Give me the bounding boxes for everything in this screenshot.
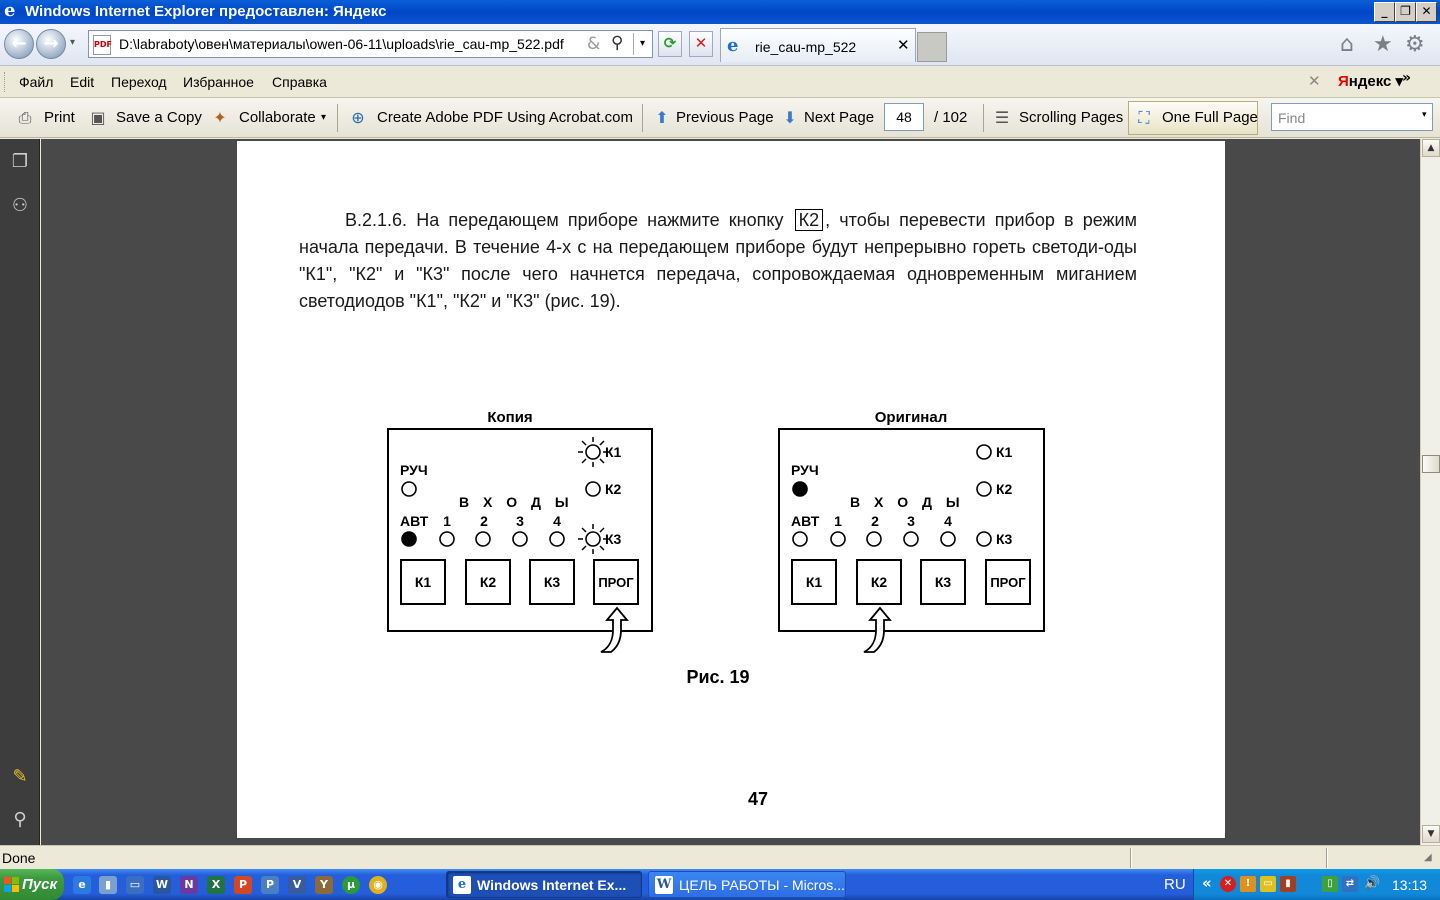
resize-grip-icon[interactable]: ◢ <box>1424 852 1432 863</box>
copy-led-k2-label: К2 <box>605 481 622 497</box>
toolbar-separator <box>337 104 338 132</box>
address-dropdown-icon[interactable]: ▾ <box>633 33 651 55</box>
copy-input-number-1: 1 <box>443 513 451 529</box>
save-copy-button[interactable]: Save a Copy <box>116 109 202 126</box>
quicklaunch-visio-icon[interactable]: V <box>288 876 306 894</box>
create-pdf-button[interactable]: Create Adobe PDF Using Acrobat.com <box>377 109 633 126</box>
comments-panel-icon[interactable]: ✎ <box>12 766 28 787</box>
copy-panel-title: Копия <box>487 409 533 426</box>
menu-edit[interactable]: Edit <box>70 74 95 90</box>
quicklaunch-desktop-icon[interactable]: ▭ <box>126 876 144 894</box>
page-number-input[interactable]: 48 <box>884 103 924 131</box>
copy-input-number-2: 2 <box>480 513 488 529</box>
browser-tab[interactable] <box>720 28 916 62</box>
search-icon[interactable]: ⚲ <box>611 33 624 53</box>
document-viewer[interactable] <box>41 139 1420 845</box>
menu-file[interactable]: Файл <box>19 74 54 90</box>
quicklaunch-publisher-icon[interactable]: P <box>261 876 279 894</box>
copy-auto-label: АВТ <box>400 513 429 529</box>
key-k2-label: К2 <box>795 209 824 231</box>
tray-display-icon[interactable]: ▭ <box>1260 876 1276 892</box>
one-full-page-icon: ⛶ <box>1138 108 1150 127</box>
original-led-k2-label: К2 <box>996 481 1013 497</box>
forward-button[interactable]: → <box>36 29 66 59</box>
original-led-k1-label: К1 <box>996 444 1013 460</box>
print-icon[interactable]: ⎙ <box>18 108 32 127</box>
window-title: Windows Internet Explorer предоставлен: Яндекс <box>25 3 387 20</box>
tools-gear-icon[interactable]: ⚙ <box>1405 32 1425 57</box>
quicklaunch-ie-icon[interactable]: e <box>73 876 91 894</box>
title-bar <box>0 0 1440 24</box>
refresh-button[interactable]: ⟳ <box>658 31 682 57</box>
navigation-sidebar <box>0 139 40 845</box>
original-input-number-3: 3 <box>907 513 915 529</box>
quicklaunch-word-icon[interactable]: W <box>153 876 171 894</box>
back-button[interactable]: ← <box>4 29 34 59</box>
tray-expand-button[interactable]: « <box>1202 874 1212 892</box>
tray-antivirus-icon[interactable]: ✕ <box>1220 876 1236 892</box>
quicklaunch-tool-icon[interactable]: Y <box>315 876 333 894</box>
scroll-up-button[interactable]: ▲ <box>1422 139 1440 157</box>
copy-led-k1-label: К1 <box>605 444 622 460</box>
task-ie-label: Windows Internet Ex... <box>477 877 627 893</box>
compat-view-icon[interactable]: & <box>587 34 601 54</box>
tray-warning-icon[interactable]: ! <box>1240 876 1256 892</box>
pdf-page <box>237 141 1225 838</box>
original-manual-label: РУЧ <box>791 462 819 478</box>
save-disk-icon[interactable]: ▣ <box>90 108 106 127</box>
device-figure <box>237 141 1225 838</box>
tray-app-icon[interactable]: ▮ <box>1280 876 1296 892</box>
figure-caption: Рис. 19 <box>686 667 750 687</box>
yandex-logo-rest: ндекс <box>1348 73 1392 90</box>
page-number: 47 <box>747 789 769 809</box>
paragraph-rest: , чтобы перевести прибор в режим начала передачи. В течение 4-х с на передающем приборе будут непрерывно гореть светоди-оды "К1", "К2" и "К3" после чего начнется передача, сопровождаемая одновременным миганием светодиодов "К1", "К2" и "К3" (рис. 19). <box>299 210 1137 311</box>
previous-page-button[interactable]: Previous Page <box>676 109 774 126</box>
word-task-icon: W <box>656 877 672 892</box>
find-input[interactable] <box>1271 103 1433 131</box>
arrow-down-icon[interactable]: ⬇ <box>783 108 797 127</box>
start-label: Пуск <box>22 876 58 893</box>
yandex-close-button[interactable]: ✕ <box>1308 72 1321 90</box>
one-full-page-button[interactable] <box>1128 101 1258 135</box>
address-url[interactable]: D:\labraboty\овен\материалы\owen-06-11\uploads\rie_cau-mp_522.pdf <box>119 36 564 52</box>
tray-battery-icon[interactable]: ▯ <box>1322 876 1338 892</box>
copy-manual-label: РУЧ <box>400 462 428 478</box>
copy-input-number-4: 4 <box>553 513 561 529</box>
new-tab-button[interactable] <box>917 32 947 62</box>
acrobat-toolbar <box>0 98 1440 138</box>
original-button-k2: К2 <box>870 574 888 590</box>
ie-task-icon: e <box>453 876 471 894</box>
original-led-k3-label: К3 <box>996 531 1013 547</box>
ie-logo-icon: e <box>4 0 16 21</box>
copy-input-number-3: 3 <box>516 513 524 529</box>
original-panel-title: Оригинал <box>874 409 948 426</box>
stop-button[interactable]: ✕ <box>689 31 713 57</box>
close-window-button[interactable]: ✕ <box>1416 2 1437 22</box>
minimize-button[interactable]: _ <box>1374 2 1395 22</box>
copy-inputs-label: В Х О Д Ы <box>459 494 574 510</box>
one-full-page-label: One Full Page <box>1162 109 1258 126</box>
tray-network-icon[interactable]: ⇄ <box>1342 876 1358 892</box>
copy-device-panel <box>388 409 652 652</box>
start-button[interactable] <box>0 869 64 900</box>
quicklaunch-battery-icon[interactable]: ▮ <box>99 876 117 894</box>
yandex-bar-button[interactable] <box>1338 72 1403 90</box>
find-dropdown-icon[interactable]: ▾ <box>1422 110 1427 120</box>
original-input-number-1: 1 <box>834 513 842 529</box>
acrobat-com-icon[interactable]: ⊕ <box>351 108 365 127</box>
scrolling-pages-button[interactable]: Scrolling Pages <box>1019 109 1124 126</box>
vertical-scrollbar[interactable] <box>1420 139 1440 845</box>
copy-button-k3: К3 <box>543 574 561 590</box>
quicklaunch-utorrent-icon[interactable]: μ <box>342 876 360 894</box>
taskbar <box>0 869 1440 900</box>
quicklaunch-powerpoint-icon[interactable]: P <box>234 876 252 894</box>
clock: 13:13 <box>1392 877 1428 893</box>
toolbar-separator <box>642 104 643 132</box>
windows-flag-icon <box>4 877 20 893</box>
status-divider <box>1130 848 1132 868</box>
collaborate-button[interactable]: Collaborate <box>239 109 316 126</box>
menu-bar <box>0 66 1440 98</box>
menu-navigate[interactable]: Переход <box>111 74 167 90</box>
scroll-down-button[interactable]: ▼ <box>1422 825 1440 843</box>
status-divider <box>1326 848 1328 868</box>
copy-button-k1: К1 <box>414 574 432 590</box>
bookmarks-panel-icon[interactable]: ⚇ <box>11 195 29 216</box>
status-bar <box>0 845 1440 869</box>
print-button[interactable]: Print <box>44 109 75 126</box>
address-row <box>0 24 1440 66</box>
task-word-label: ЦЕЛЬ РАБОТЫ - Micros... <box>679 877 845 893</box>
tray-volume-icon[interactable]: 🔊 <box>1364 876 1381 891</box>
maximize-button[interactable]: ❐ <box>1395 2 1416 22</box>
original-auto-label: АВТ <box>791 513 820 529</box>
ie-tab-icon: e <box>727 35 739 56</box>
original-button-k1: К1 <box>805 574 823 590</box>
scroll-thumb[interactable] <box>1422 455 1440 473</box>
tab-close-button[interactable]: ✕ <box>897 36 910 54</box>
menu-favorites[interactable]: Избранное <box>183 74 254 90</box>
more-chevron-icon[interactable]: » <box>1402 70 1412 86</box>
copy-led-k3-label: К3 <box>605 531 622 547</box>
copy-button-k2: К2 <box>479 574 497 590</box>
collaborate-dropdown-icon[interactable]: ▾ <box>321 112 327 123</box>
original-input-number-2: 2 <box>871 513 879 529</box>
tab-title: rie_cau-mp_522 <box>755 39 857 55</box>
original-input-number-4: 4 <box>944 513 952 529</box>
toolbar-grip <box>4 72 7 92</box>
yandex-dropdown-icon: ▾ <box>1395 73 1404 90</box>
pdf-file-icon: PDF <box>93 35 111 55</box>
original-device-panel <box>779 409 1044 652</box>
page-total: / 102 <box>934 109 968 126</box>
pages-panel-icon[interactable]: ❐ <box>11 151 29 172</box>
scrolling-pages-icon[interactable]: ☰ <box>994 108 1010 127</box>
original-inputs-label: В Х О Д Ы <box>850 494 965 510</box>
history-dropdown-icon[interactable]: ▾ <box>70 37 76 48</box>
yandex-logo-y: Я <box>1338 73 1349 90</box>
quicklaunch-excel-icon[interactable]: X <box>207 876 225 894</box>
original-button-prog: ПРОГ <box>990 575 1026 590</box>
original-button-k3: К3 <box>934 574 952 590</box>
language-indicator[interactable]: RU <box>1164 876 1186 893</box>
copy-button-prog: ПРОГ <box>598 575 634 590</box>
attachments-paperclip-icon[interactable]: ⚲ <box>13 809 27 830</box>
home-icon[interactable]: ⌂ <box>1340 32 1354 57</box>
arrow-up-icon[interactable]: ⬆ <box>655 108 669 127</box>
favorites-star-icon[interactable]: ★ <box>1373 32 1393 57</box>
task-word-document[interactable] <box>648 871 846 898</box>
paragraph-start: В.2.1.6. На передающем приборе нажмите кнопку <box>345 210 784 230</box>
find-placeholder: Find <box>1278 110 1306 126</box>
task-internet-explorer[interactable] <box>446 871 642 898</box>
address-bar[interactable] <box>88 30 653 58</box>
collaborate-icon[interactable]: ✦ <box>213 108 227 127</box>
status-text: Done <box>2 850 36 866</box>
menu-help[interactable]: Справка <box>272 74 327 90</box>
next-page-button[interactable]: Next Page <box>804 109 875 126</box>
quicklaunch-chrome-icon[interactable]: ◉ <box>369 876 387 894</box>
quicklaunch-onenote-icon[interactable]: N <box>180 876 198 894</box>
toolbar-separator <box>983 104 984 132</box>
